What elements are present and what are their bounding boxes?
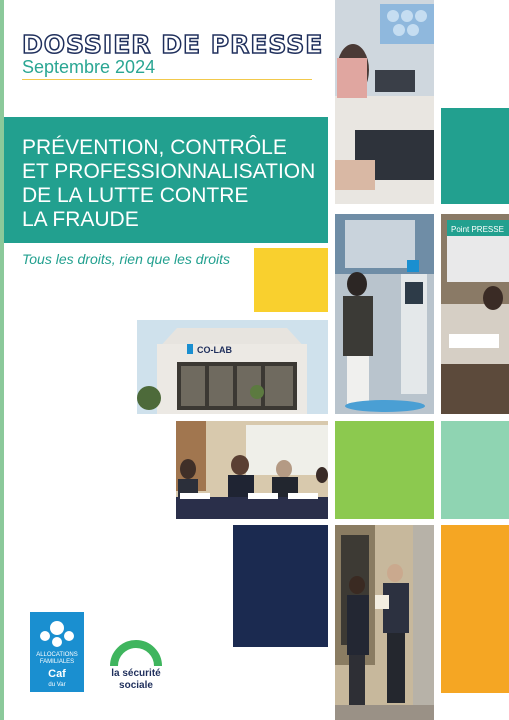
photo-press-point-art [441,214,509,414]
caf-brand: Caf [48,668,66,680]
yellow-square [254,248,328,312]
photo-street-interview [335,525,434,720]
photo-kiosk-art [335,214,434,414]
caf-line1: ALLOCATIONS [36,652,78,658]
left-accent-bar [0,0,4,720]
securite-sociale-line1: la sécurité [111,668,161,679]
photo-press-point [441,214,509,414]
photo-colab-building [137,320,328,414]
title-underline [22,79,312,80]
securite-sociale-logo [108,640,164,691]
document-date: Septembre 2024 [22,57,156,77]
orange-square [441,525,509,693]
mint-square [441,421,509,519]
teal-square [441,108,509,204]
green-square [335,421,434,519]
securite-sociale-line2: sociale [119,680,153,691]
photo-press-conference-art [176,421,328,519]
photo-kiosk [335,214,434,414]
photo-press-conference [176,421,328,519]
caf-logo [30,612,84,692]
caf-line2: FAMILIALES [39,659,75,665]
photo-laptop-meeting-art [335,0,434,204]
securite-sociale-arc-icon [108,640,164,668]
caf-region: du Var [48,682,66,688]
document-title: DOSSIER DE PRESSE [22,30,324,59]
colab-sign: CO-LAB [197,345,232,355]
main-title: PRÉVENTION, CONTRÔLE ET PROFESSIONNALISATION DE LA LUTTE CONTRE LA FRAUDE [22,136,316,231]
navy-square [233,525,328,647]
caf-emblem-icon [34,618,80,648]
photo-street-interview-art [335,525,434,720]
photo-colab-building-art [137,320,328,414]
tagline: Tous les droits, rien que les droits [22,251,231,267]
photo-laptop-meeting [335,0,434,204]
screen-title: Point PRESSE [451,225,504,234]
